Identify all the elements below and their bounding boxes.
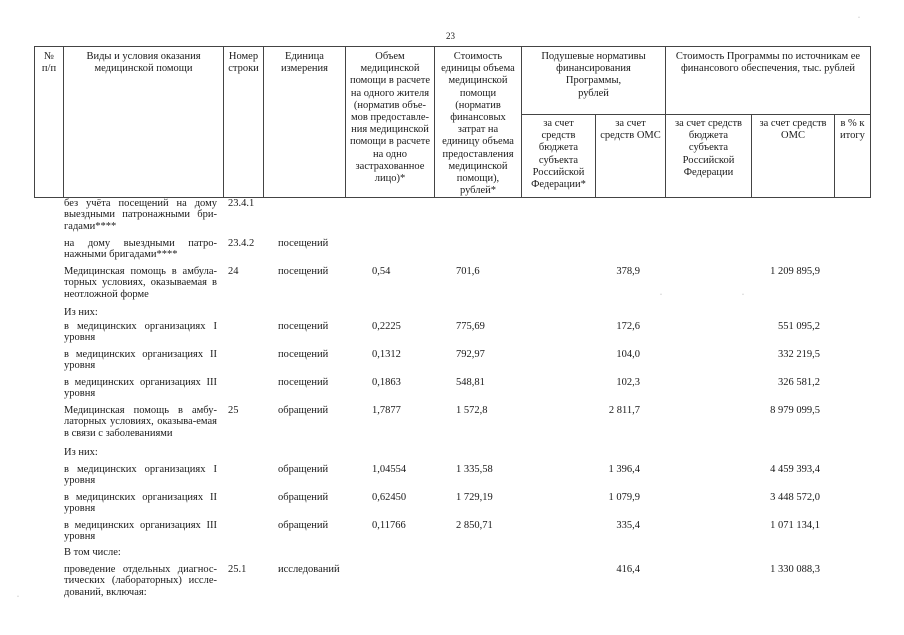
row-oms-norm: 1 396,4 <box>608 464 640 475</box>
row-oms-norm: 335,4 <box>616 520 640 531</box>
row-unit: обращений <box>278 464 329 475</box>
row-volume: 0,11766 <box>372 520 406 531</box>
row-oms-norm: 102,3 <box>616 377 640 388</box>
scan-speck: · <box>17 594 19 600</box>
row-unit: посещений <box>278 321 329 332</box>
row-oms-norm: 172,6 <box>616 321 640 332</box>
header-col-percapita: Подушевые нормативы финансирования Программы, рублей <box>541 51 646 99</box>
header-sub-budget-norm: за счет средств бюджета субъекта Российской Федерации* <box>531 118 586 191</box>
row-oms-norm: 1 079,9 <box>608 492 640 503</box>
row-oms-norm: 2 811,7 <box>608 405 640 416</box>
row-unit-cost: 1 729,19 <box>456 492 493 503</box>
row-unit-cost: 775,69 <box>456 321 485 332</box>
row-unit: посещений <box>278 377 329 388</box>
header-sub-oms-prog: за счет средств ОМС <box>759 118 827 142</box>
row-volume: 1,7877 <box>372 405 401 416</box>
row-unit-cost: 701,6 <box>456 266 480 277</box>
row-code: 25.1 <box>228 564 247 575</box>
row-volume: 0,1312 <box>372 349 401 360</box>
header-col-type: Виды и условия оказания медицинской помощи <box>86 51 201 75</box>
page-number: 23 <box>446 31 455 41</box>
row-description: в медицинских организациях II уровня <box>64 349 217 372</box>
row-volume: 0,62450 <box>372 492 407 503</box>
row-unit: обращений <box>278 492 329 503</box>
row-oms-program: 332 219,5 <box>778 349 820 360</box>
grid-line <box>870 46 871 198</box>
row-description: Из них: <box>64 307 98 318</box>
header-subdivider <box>521 114 871 115</box>
row-oms-program: 1 071 134,1 <box>770 520 820 531</box>
row-description: без учёта посещений на дому выездными патронажными бри-гадами**** <box>64 198 217 232</box>
row-volume: 0,1863 <box>372 377 401 388</box>
row-description: проведение отдельных диагнос-тических (лабораторных) иссле-дований, включая: <box>64 564 217 598</box>
row-description: Из них: <box>64 447 98 458</box>
row-description: Медицинская помощь в амбу-латорных условиях, оказыва-емая в связи с заболеваниями <box>64 405 217 439</box>
header-col-num: № п/п <box>41 51 57 75</box>
row-unit-cost: 792,97 <box>456 349 485 360</box>
row-description: в медицинских организациях I уровня <box>64 464 217 487</box>
row-code: 23.4.2 <box>228 238 255 249</box>
row-unit: посещений <box>278 266 329 277</box>
header-col-row: Номер строки <box>228 51 259 75</box>
row-description: в медицинских организациях I уровня <box>64 321 217 344</box>
scan-speck: · <box>858 15 860 21</box>
row-oms-program: 326 581,2 <box>778 377 820 388</box>
scan-speck: · <box>742 292 744 298</box>
row-volume: 0,54 <box>372 266 391 277</box>
scan-speck: · <box>660 292 662 298</box>
row-description: на дому выездными патро-нажными бригадами**** <box>64 238 217 261</box>
row-oms-norm: 104,0 <box>616 349 640 360</box>
row-code: 25 <box>228 405 239 416</box>
row-code: 24 <box>228 266 239 277</box>
row-oms-program: 4 459 393,4 <box>770 464 820 475</box>
row-oms-program: 8 979 099,5 <box>770 405 820 416</box>
row-unit-cost: 1 572,8 <box>456 405 488 416</box>
header-col-volume: Объем медицинской помощи в расчете на одного жителя (норматив объе- мов предоставле- ния медицинской помощи в расчете на одно застрахованное лицо)* <box>349 51 431 185</box>
row-oms-program: 3 448 572,0 <box>770 492 820 503</box>
header-col-program: Стоимость Программы по источникам ее финансового обеспечения, тыс. рублей <box>675 51 861 75</box>
row-oms-program: 551 095,2 <box>778 321 820 332</box>
row-volume: 1,04554 <box>372 464 407 475</box>
header-col-cost: Стоимость единицы объема медицинской помощи (норматив финансовых затрат на единицу объема предоставления медицинской помощи), рублей* <box>441 51 515 197</box>
row-volume: 0,2225 <box>372 321 401 332</box>
row-description: Медицинская помощь в амбула-торных условиях, оказываемая в неотложной форме <box>64 266 217 300</box>
header-top-border <box>34 46 871 47</box>
row-unit-cost: 548,81 <box>456 377 485 388</box>
row-unit-cost: 1 335,58 <box>456 464 493 475</box>
row-description: в медицинских организациях III уровня <box>64 520 217 543</box>
row-oms-program: 1 209 895,9 <box>770 266 820 277</box>
row-description: в медицинских организациях III уровня <box>64 377 217 400</box>
row-oms-norm: 416,4 <box>616 564 640 575</box>
row-oms-program: 1 330 088,3 <box>770 564 820 575</box>
header-sub-budget-prog: за счет средств бюджета субъекта Российской Федерации <box>674 118 743 178</box>
row-unit: исследований <box>278 564 340 575</box>
row-unit: посещений <box>278 349 329 360</box>
row-unit: обращений <box>278 520 329 531</box>
row-description: В том числе: <box>64 547 121 558</box>
row-unit: посещений <box>278 238 329 249</box>
row-oms-norm: 378,9 <box>616 266 640 277</box>
row-description: в медицинских организациях II уровня <box>64 492 217 515</box>
header-sub-oms-norm: за счет средств ОМС <box>600 118 661 142</box>
row-unit: обращений <box>278 405 329 416</box>
header-col-unit: Единица измерения <box>281 51 328 75</box>
row-unit-cost: 2 850,71 <box>456 520 493 531</box>
header-sub-percent: в % к итогу <box>840 118 865 142</box>
row-code: 23.4.1 <box>228 198 255 209</box>
